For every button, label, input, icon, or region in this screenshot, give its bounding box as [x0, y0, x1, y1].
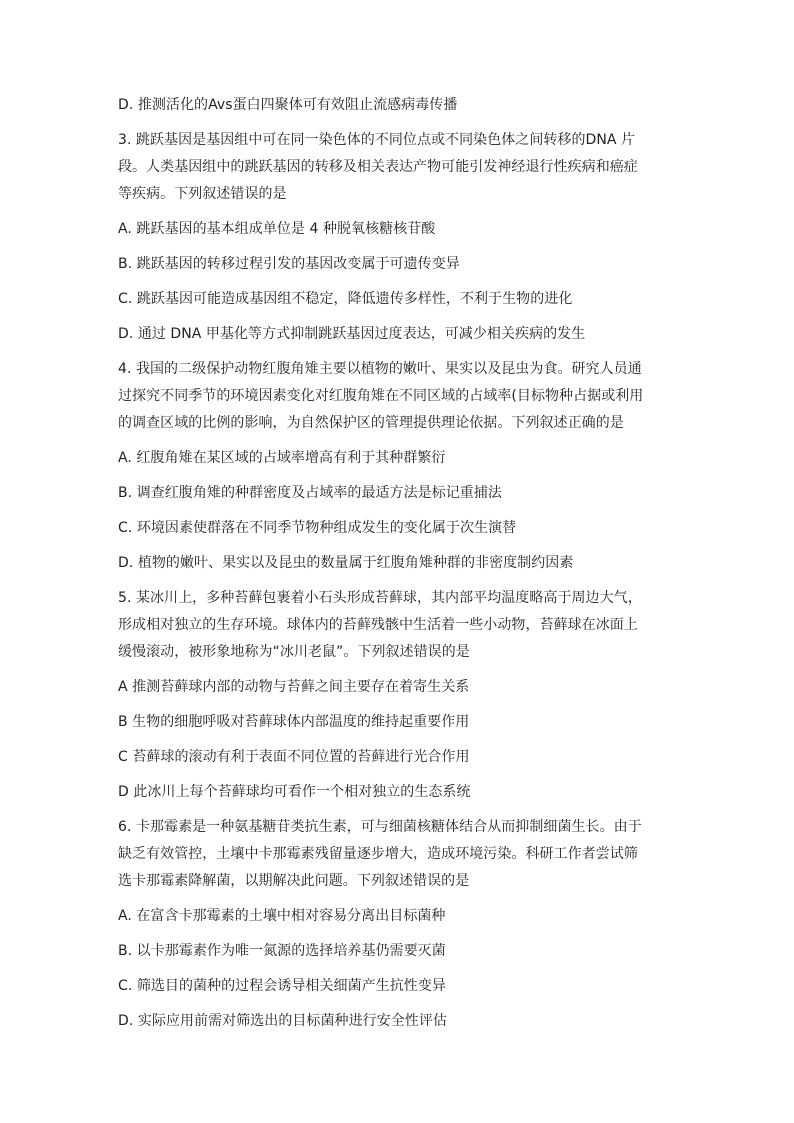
- question-5: [118, 585, 678, 806]
- q3-stem-line: 等疾病。下列叙述错误的是: [118, 186, 287, 202]
- question-2-tail: [118, 92, 678, 119]
- q5-option-a: A 推测苔藓球内部的动物与苔藓之间主要存在着寄生关系: [118, 679, 470, 695]
- q4-option-a: A. 红腹角雉在某区域的占域率增高有利于其种群繁衍: [118, 450, 446, 466]
- q6-stem-line: 选卡那霉素降解菌，以期解决此问题。下列叙述错误的是: [118, 873, 470, 889]
- q5-stem-line: 缓慢滚动，被形象地称为“冰川老鼠”。下列叙述错误的是: [118, 644, 470, 660]
- question-6: [118, 814, 678, 1035]
- q6-stem: [118, 814, 678, 895]
- q4-stem-line: 的调查区域的比例的影响，为自然保护区的管理提供理论依据。下列叙述正确的是: [118, 415, 624, 431]
- q5-stem: [118, 585, 678, 666]
- q4-stem-line: 4. 我国的二级保护动物红腹角雉主要以植物的嫩叶、果实以及昆虫为食。研究人员通: [118, 361, 642, 377]
- q4-option-c: C. 环境因素使群落在不同季节物种组成发生的变化属于次生演替: [118, 520, 517, 536]
- q6-stem-line: 缺乏有效管控，土壤中卡那霉素残留量逐步增大，造成环境污染。科研工作者尝试筛: [118, 846, 638, 862]
- q5-stem-line: 形成相对独立的生存环境。球体内的苔藓残骸中生活着一些小动物，苔藓球在冰面上: [118, 617, 638, 633]
- question-3: [118, 127, 678, 348]
- q4-stem-line: 过探究不同季节的环境因素变化对红腹角雉在不同区域的占域率(目标物种占据或利用: [118, 388, 644, 404]
- q6-option-d: D. 实际应用前需对筛选出的目标菌种进行安全性评估: [118, 1013, 447, 1029]
- exam-page: [118, 92, 678, 1043]
- q6-option-a: A. 在富含卡那霉素的土壤中相对容易分离出目标菌种: [118, 908, 446, 924]
- q3-stem-line: 段。人类基因组中的跳跃基因的转移及相关表达产物可能引发神经退行性疾病和癌症: [118, 159, 638, 175]
- q4-option-b: B. 调查红腹角雉的种群密度及占域率的最适方法是标记重捕法: [118, 485, 502, 501]
- q3-stem-line: 3. 跳跃基因是基因组中可在同一染色体的不同位点或不同染色体之间转移的DNA 片: [118, 132, 636, 148]
- q4-option-d: D. 植物的嫩叶、果实以及昆虫的数量属于红腹角雉种群的非密度制约因素: [118, 555, 574, 571]
- q3-option-d: D. 通过 DNA 甲基化等方式抑制跳跃基因过度表达，可减少相关疾病的发生: [118, 326, 586, 342]
- q3-option-c: C. 跳跃基因可能造成基因组不稳定，降低遗传多样性，不利于生物的进化: [118, 291, 573, 307]
- q3-option-a: A. 跳跃基因的基本组成单位是 4 种脱氧核糖核苷酸: [118, 221, 436, 237]
- q5-stem-line: 5. 某冰川上，多种苔藓包裹着小石头形成苔藓球，其内部平均温度略高于周边大气，: [118, 590, 642, 606]
- question-4: [118, 356, 678, 577]
- q6-option-b: B. 以卡那霉素作为唯一氮源的选择培养基仍需要灭菌: [118, 943, 446, 959]
- q4-stem: [118, 356, 678, 437]
- q5-option-d: D 此冰川上每个苔藓球均可看作一个相对独立的生态系统: [118, 784, 471, 800]
- q5-option-b: B 生物的细胞呼吸对苔藓球体内部温度的维持起重要作用: [118, 714, 470, 730]
- q6-stem-line: 6. 卡那霉素是一种氨基糖苷类抗生素，可与细菌核糖体结合从而抑制细菌生长。由于: [118, 819, 642, 835]
- q3-option-b: B. 跳跃基因的转移过程引发的基因改变属于可遗传变异: [118, 256, 460, 272]
- q3-stem: [118, 127, 678, 208]
- q5-option-c: C 苔藓球的滚动有利于表面不同位置的苔藓进行光合作用: [118, 749, 470, 765]
- q2-option-d: D. 推测活化的Avs蛋白四聚体可有效阻止流感病毒传播: [118, 97, 458, 113]
- q6-option-c: C. 筛选目的菌种的过程会诱导相关细菌产生抗性变异: [118, 978, 446, 994]
